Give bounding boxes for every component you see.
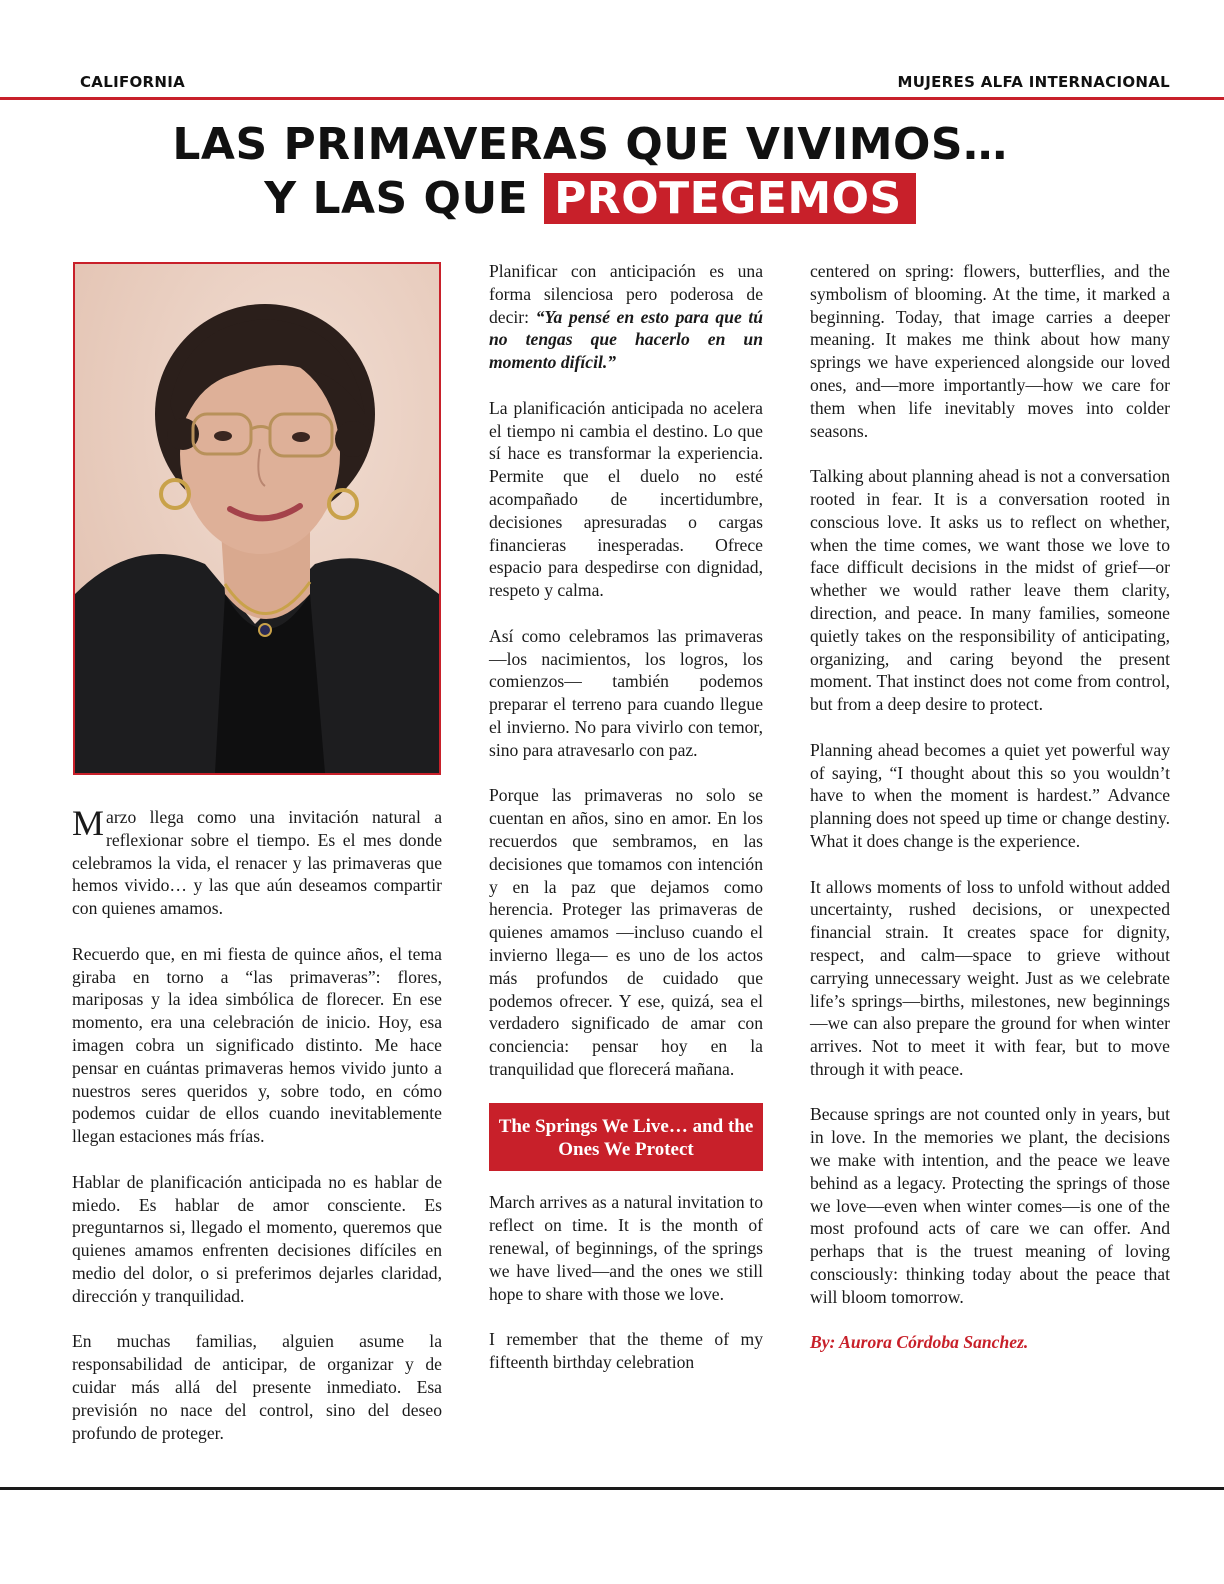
portrait-photo-icon <box>75 264 439 773</box>
magazine-name: MUJERES ALFA INTERNACIONAL <box>897 73 1170 91</box>
pull-quote: “Ya pensé en esto para que tú no tengas que hacerlo en un momento difícil.” <box>489 306 764 373</box>
title-line-2-plain: Y LAS QUE <box>264 173 529 224</box>
article-title <box>0 118 1180 226</box>
paragraph: Así como celebramos las primaveras —los nacimientos, los logros, los comienzos— también podemos preparar el terreno para cuando llegue el invierno. No para vivirlo con temor, sino para atravesarlo con paz. <box>489 625 763 760</box>
article-column-2 <box>489 260 763 1397</box>
paragraph: I remember that the theme of my fifteenth birthday celebration <box>489 1329 763 1373</box>
article-column-1 <box>72 803 442 1467</box>
author-byline: By: Aurora Córdoba Sanchez. <box>810 1332 1029 1353</box>
paragraph: Recuerdo que, en mi fiesta de quince años, el tema giraba en torno a “las primaveras”: flores, mariposas y la idea simbólica de florecer. En ese momento, era una celebración de inicio. Hoy, esa imagen cobra un significado distinto. Me hace pensar en cuántas primaveras hemos vivido junto a nuestros seres queridos y, sobre todo, en cómo podemos cuidar de ellos cuando inevitablemente llegan estaciones más frías. <box>72 943 442 1147</box>
footer-divider <box>0 1487 1224 1490</box>
author-portrait <box>73 262 441 775</box>
title-line-1: LAS PRIMAVERAS QUE VIVIMOS… <box>172 119 1008 170</box>
section-label: CALIFORNIA <box>80 73 186 91</box>
paragraph: Porque las primaveras no solo se cuentan en años, sino en amor. En los recuerdos que sembramos, en las decisiones que tomamos con intención y en la paz que dejamos como herencia. Proteger las primaveras de quienes amamos —incluso cuando el invierno llega— es uno de los actos más profundos de cuidado que podemos ofrecer. Y ese, quizá, sea el verdadero significado de amar con conciencia: pensar hoy en la tranquilidad que florecerá mañana. <box>489 785 763 1079</box>
paragraph-text: arzo llega como una invitación natural a reflexionar sobre el tiempo. Es el mes donde celebramos la vida, el renacer y las primaveras que hemos vivido… y las que aún deseamos compartir con quienes amamos. <box>72 807 442 919</box>
paragraph <box>72 803 442 920</box>
paragraph: centered on spring: flowers, butterflies, and the symbolism of blooming. At the time, it marked a beginning. Today, that image carries a deeper meaning. It makes me think about how many springs we have experienced alongside our loved ones, and—more importantly—how we care for them when life inevitably moves into colder seasons. <box>810 261 1170 441</box>
paragraph: La planificación anticipada no acelera el tiempo ni cambia el destino. Lo que sí hace es transformar la experiencia. Permite que el duelo no esté acompañado de incertidumbre, decisiones apresuradas o cargas financieras inesperadas. Ofrece espacio para despedirse con dignidad, respeto y calma. <box>489 397 763 601</box>
paragraph: Because springs are not counted only in years, but in love. In the memories we plant, the decisions we make with intention, and the peace we leave behind as a legacy. Protecting the springs of those we love—even when winter comes—is one of the most profound acts of care we can offer. And perhaps that is the truest meaning of loving consciously: thinking today about the peace that will bloom tomorrow. <box>810 1104 1170 1307</box>
paragraph-text: Planificar con anticipación es una forma silenciosa pero poderosa de decir: <box>489 261 763 327</box>
header-divider <box>0 97 1224 100</box>
title-highlight: PROTEGEMOS <box>544 173 916 224</box>
paragraph: En muchas familias, alguien asume la responsabilidad de anticipar, de organizar y de cuidar más allá del presente inmediato. Esa previsión no nace del control, sino del deseo profundo de proteger. <box>72 1331 442 1443</box>
drop-cap: M <box>72 803 105 843</box>
article-column-3 <box>810 260 1170 1354</box>
paragraph: March arrives as a natural invitation to reflect on time. It is the month of renewal, of beginnings, of the springs we have lived—and the ones we still hope to share with those we love. <box>489 1192 763 1304</box>
paragraph: Hablar de planificación anticipada no es hablar de miedo. Es hablar de amor consciente. Es preguntarnos si, llegado el momento, queremos que quienes amamos enfrenten decisiones difíciles en medio del dolor, o si preferimos dejarles claridad, dirección y tranquilidad. <box>72 1171 442 1306</box>
title-line-2 <box>0 172 1180 226</box>
paragraph: It allows moments of loss to unfold without added uncertainty, rushed decisions, or unexpected financial strain. It creates space for dignity, respect, and calm—space to grieve without carrying unnecessary weight. Just as we celebrate life’s springs—births, milestones, new beginnings—we can also prepare the ground for when winter arrives. Not to meet it with fear, but to move through it with peace. <box>810 876 1170 1079</box>
paragraph <box>489 260 763 374</box>
english-section-heading: The Springs We Live… and the Ones We Protect <box>489 1103 763 1171</box>
paragraph: Planning ahead becomes a quiet yet powerful way of saying, “I thought about this so you wouldn’t have to when the moment is hardest.” Advance planning does not speed up time or change destiny. What it does change is the experience. <box>810 739 1170 851</box>
paragraph: Talking about planning ahead is not a conversation rooted in fear. It is a conversation rooted in conscious love. It asks us to reflect on whether, when the time comes, we want those we love to face difficult decisions in the midst of grief—or whether we would rather leave them clarity, direction, and peace. In many families, someone quietly takes on the responsibility of anticipating, organizing, and caring beyond the present moment. That instinct does not come from control, but from a deep desire to protect. <box>810 466 1170 715</box>
